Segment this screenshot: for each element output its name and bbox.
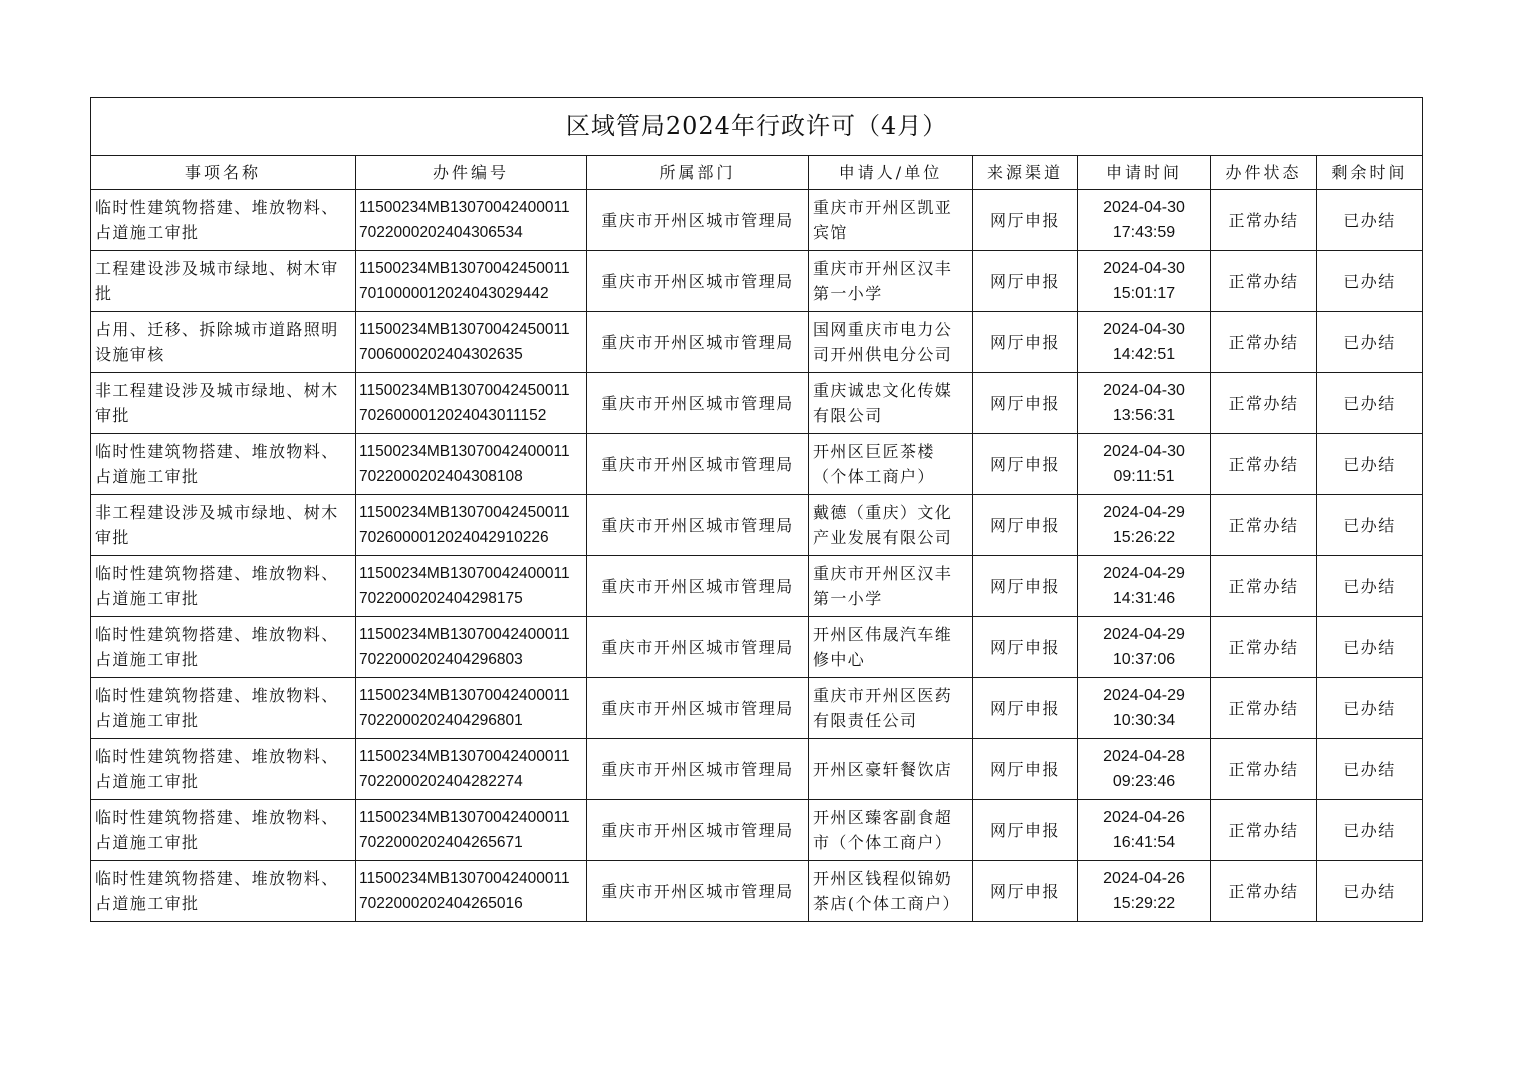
department-cell: 重庆市开州区城市管理局 [587,861,809,922]
apply-date: 2024-04-30 [1103,443,1185,460]
applicant-cell [809,373,973,434]
status-cell: 正常办结 [1211,434,1317,495]
apply-date: 2024-04-29 [1103,504,1185,521]
apply-time-cell [1078,373,1211,434]
case-number-line: 11500234MB13070042400011 [359,443,570,460]
department-cell: 重庆市开州区城市管理局 [587,556,809,617]
apply-date: 2024-04-30 [1103,199,1185,216]
apply-time-cell [1078,495,1211,556]
item-name-cell [91,861,356,922]
apply-clock: 13:56:31 [1112,407,1176,424]
item-name-cell [91,678,356,739]
apply-clock: 15:29:22 [1112,895,1176,912]
case-number-line: 7026000012024043011152 [359,407,547,424]
status-cell: 正常办结 [1211,739,1317,800]
remaining-cell: 已办结 [1317,434,1423,495]
item-name-cell [91,434,356,495]
case-number-line: 11500234MB13070042400011 [359,809,570,826]
applicant-cell [809,556,973,617]
title-row [91,98,1423,156]
item-name-line: 临时性建筑物搭建、堆放物料、 [95,808,339,827]
apply-date: 2024-04-29 [1103,565,1185,582]
item-name-cell [91,739,356,800]
table-row [91,373,1423,434]
case-number-line: 7022000202404308108 [359,468,523,485]
applicant-line: 戴德（重庆）文化 [813,503,953,522]
apply-clock: 17:43:59 [1112,224,1176,241]
item-name-line: 占道施工审批 [95,833,200,852]
case-number-cell [356,312,587,373]
remaining-cell: 已办结 [1317,800,1423,861]
case-number-cell [356,373,587,434]
apply-date: 2024-04-26 [1103,809,1185,826]
permit-document [90,97,1422,922]
remaining-cell: 已办结 [1317,617,1423,678]
item-name-line: 非工程建设涉及城市绿地、树木 [95,381,339,400]
apply-time-cell [1078,861,1211,922]
case-number-cell [356,251,587,312]
table-row [91,434,1423,495]
department-cell: 重庆市开州区城市管理局 [587,190,809,251]
case-number-cell [356,434,587,495]
apply-time-cell [1078,800,1211,861]
applicant-line: 市（个体工商户） [813,833,953,852]
item-name-line: 非工程建设涉及城市绿地、树木 [95,503,339,522]
applicant-line: 司开州供电分公司 [813,345,953,364]
item-name-line: 批 [95,284,113,303]
applicant-line: 开州区钱程似锦奶 [813,869,953,888]
item-name-cell [91,251,356,312]
case-number-line: 11500234MB13070042400011 [359,565,570,582]
department-cell: 重庆市开州区城市管理局 [587,373,809,434]
item-name-line: 临时性建筑物搭建、堆放物料、 [95,686,339,705]
header-department: 所属部门 [587,156,809,190]
channel-cell: 网厅申报 [973,251,1078,312]
item-name-cell [91,190,356,251]
channel-cell: 网厅申报 [973,617,1078,678]
applicant-line: 重庆诚忠文化传媒 [813,381,953,400]
item-name-line: 占道施工审批 [95,589,200,608]
item-name-line: 设施审核 [95,345,165,364]
table-row [91,251,1423,312]
header-apply-time: 申请时间 [1078,156,1211,190]
applicant-cell [809,190,973,251]
item-name-line: 工程建设涉及城市绿地、树木审 [95,259,339,278]
channel-cell: 网厅申报 [973,312,1078,373]
apply-clock: 14:31:46 [1112,590,1176,607]
apply-date: 2024-04-29 [1103,626,1185,643]
table-row [91,190,1423,251]
applicant-line: （个体工商户） [813,467,935,486]
status-cell: 正常办结 [1211,617,1317,678]
item-name-cell [91,800,356,861]
item-name-line: 临时性建筑物搭建、堆放物料、 [95,747,339,766]
case-number-line: 11500234MB13070042450011 [359,504,570,521]
applicant-line: 修中心 [813,650,866,669]
item-name-line: 临时性建筑物搭建、堆放物料、 [95,564,339,583]
remaining-cell: 已办结 [1317,251,1423,312]
header-case-number: 办件编号 [356,156,587,190]
apply-date: 2024-04-29 [1103,687,1185,704]
item-name-cell [91,617,356,678]
remaining-cell: 已办结 [1317,861,1423,922]
applicant-cell [809,251,973,312]
apply-time-cell [1078,739,1211,800]
case-number-line: 7022000202404265016 [359,895,523,912]
applicant-cell [809,434,973,495]
department-cell: 重庆市开州区城市管理局 [587,495,809,556]
case-number-line: 11500234MB13070042400011 [359,687,570,704]
channel-cell: 网厅申报 [973,800,1078,861]
status-cell: 正常办结 [1211,190,1317,251]
status-cell: 正常办结 [1211,312,1317,373]
item-name-line: 占用、迁移、拆除城市道路照明 [95,320,339,339]
item-name-line: 临时性建筑物搭建、堆放物料、 [95,869,339,888]
item-name-line: 临时性建筑物搭建、堆放物料、 [95,442,339,461]
table-row [91,800,1423,861]
apply-date: 2024-04-30 [1103,321,1185,338]
table-row [91,861,1423,922]
applicant-line: 重庆市开州区汉丰 [813,564,953,583]
case-number-line: 7006000202404302635 [359,346,523,363]
department-cell: 重庆市开州区城市管理局 [587,678,809,739]
applicant-line: 有限责任公司 [813,711,918,730]
item-name-cell [91,312,356,373]
table-body [91,190,1423,922]
applicant-line: 重庆市开州区汉丰 [813,259,953,278]
apply-date: 2024-04-30 [1103,260,1185,277]
case-number-cell [356,556,587,617]
table-row [91,495,1423,556]
table-row [91,556,1423,617]
case-number-line: 11500234MB13070042400011 [359,748,570,765]
case-number-cell [356,800,587,861]
header-channel: 来源渠道 [973,156,1078,190]
case-number-line: 7026000012024042910226 [359,529,549,546]
item-name-line: 审批 [95,528,130,547]
apply-clock: 16:41:54 [1112,834,1176,851]
applicant-cell [809,739,973,800]
case-number-line: 7022000202404265671 [359,834,523,851]
channel-cell: 网厅申报 [973,373,1078,434]
apply-time-cell [1078,678,1211,739]
apply-clock: 09:11:51 [1113,468,1175,485]
applicant-line: 第一小学 [813,284,883,303]
apply-time-cell [1078,190,1211,251]
applicant-line: 重庆市开州区医药 [813,686,953,705]
applicant-line: 产业发展有限公司 [813,528,953,547]
apply-date: 2024-04-28 [1103,748,1185,765]
status-cell: 正常办结 [1211,251,1317,312]
applicant-cell [809,495,973,556]
table-row [91,617,1423,678]
remaining-cell: 已办结 [1317,739,1423,800]
apply-clock: 09:23:46 [1112,773,1176,790]
channel-cell: 网厅申报 [973,190,1078,251]
item-name-cell [91,556,356,617]
channel-cell: 网厅申报 [973,861,1078,922]
case-number-cell [356,190,587,251]
status-cell: 正常办结 [1211,373,1317,434]
applicant-line: 开州区伟晟汽车维 [813,625,953,644]
case-number-line: 7010000012024043029442 [359,285,549,302]
applicant-cell [809,678,973,739]
applicant-line: 开州区臻客副食超 [813,808,953,827]
department-cell: 重庆市开州区城市管理局 [587,434,809,495]
apply-date: 2024-04-26 [1103,870,1185,887]
case-number-cell [356,678,587,739]
channel-cell: 网厅申报 [973,434,1078,495]
case-number-line: 7022000202404296801 [359,712,523,729]
apply-time-cell [1078,617,1211,678]
item-name-line: 占道施工审批 [95,467,200,486]
case-number-line: 7022000202404296803 [359,651,523,668]
table-title: 区域管局2024年行政许可（4月） [91,98,1423,156]
item-name-line: 占道施工审批 [95,223,200,242]
table-row [91,312,1423,373]
permit-table [90,97,1423,922]
item-name-line: 占道施工审批 [95,772,200,791]
case-number-line: 11500234MB13070042400011 [359,870,570,887]
applicant-line: 宾馆 [813,223,848,242]
apply-date: 2024-04-30 [1103,382,1185,399]
apply-time-cell [1078,312,1211,373]
apply-clock: 14:42:51 [1112,346,1176,363]
channel-cell: 网厅申报 [973,495,1078,556]
table-row [91,739,1423,800]
remaining-cell: 已办结 [1317,312,1423,373]
item-name-line: 占道施工审批 [95,650,200,669]
apply-clock: 10:30:34 [1112,712,1176,729]
channel-cell: 网厅申报 [973,556,1078,617]
item-name-line: 审批 [95,406,130,425]
case-number-cell [356,739,587,800]
applicant-cell [809,312,973,373]
apply-clock: 15:01:17 [1112,285,1176,302]
header-row [91,156,1423,190]
remaining-cell: 已办结 [1317,495,1423,556]
item-name-line: 占道施工审批 [95,894,200,913]
status-cell: 正常办结 [1211,495,1317,556]
case-number-cell [356,861,587,922]
department-cell: 重庆市开州区城市管理局 [587,312,809,373]
status-cell: 正常办结 [1211,556,1317,617]
channel-cell: 网厅申报 [973,739,1078,800]
applicant-line: 开州区巨匠茶楼 [813,442,935,461]
apply-time-cell [1078,434,1211,495]
apply-time-cell [1078,251,1211,312]
apply-clock: 15:26:22 [1112,529,1176,546]
case-number-line: 11500234MB13070042400011 [359,626,570,643]
applicant-cell [809,800,973,861]
case-number-cell [356,495,587,556]
applicant-line: 开州区豪轩餐饮店 [813,759,953,779]
status-cell: 正常办结 [1211,861,1317,922]
case-number-line: 7022000202404306534 [359,224,523,241]
remaining-cell: 已办结 [1317,678,1423,739]
apply-clock: 10:37:06 [1112,651,1176,668]
header-applicant: 申请人/单位 [809,156,973,190]
remaining-cell: 已办结 [1317,373,1423,434]
item-name-cell [91,495,356,556]
case-number-line: 11500234MB13070042450011 [359,382,570,399]
applicant-line: 重庆市开州区凯亚 [813,198,953,217]
apply-time-cell [1078,556,1211,617]
header-item-name: 事项名称 [91,156,356,190]
case-number-line: 7022000202404298175 [359,590,523,607]
item-name-line: 临时性建筑物搭建、堆放物料、 [95,625,339,644]
applicant-cell [809,861,973,922]
applicant-line: 第一小学 [813,589,883,608]
header-remaining: 剩余时间 [1317,156,1423,190]
item-name-line: 临时性建筑物搭建、堆放物料、 [95,198,339,217]
applicant-line: 茶店(个体工商户） [813,894,960,913]
remaining-cell: 已办结 [1317,190,1423,251]
applicant-line: 国网重庆市电力公 [813,320,953,339]
department-cell: 重庆市开州区城市管理局 [587,617,809,678]
applicant-line: 有限公司 [813,406,883,425]
case-number-line: 11500234MB13070042450011 [359,321,570,338]
department-cell: 重庆市开州区城市管理局 [587,251,809,312]
department-cell: 重庆市开州区城市管理局 [587,800,809,861]
case-number-line: 11500234MB13070042450011 [359,260,570,277]
status-cell: 正常办结 [1211,800,1317,861]
header-status: 办件状态 [1211,156,1317,190]
table-row [91,678,1423,739]
item-name-line: 占道施工审批 [95,711,200,730]
case-number-line: 11500234MB13070042400011 [359,199,570,216]
department-cell: 重庆市开州区城市管理局 [587,739,809,800]
channel-cell: 网厅申报 [973,678,1078,739]
remaining-cell: 已办结 [1317,556,1423,617]
case-number-cell [356,617,587,678]
case-number-line: 7022000202404282274 [359,773,523,790]
status-cell: 正常办结 [1211,678,1317,739]
item-name-cell [91,373,356,434]
applicant-cell [809,617,973,678]
